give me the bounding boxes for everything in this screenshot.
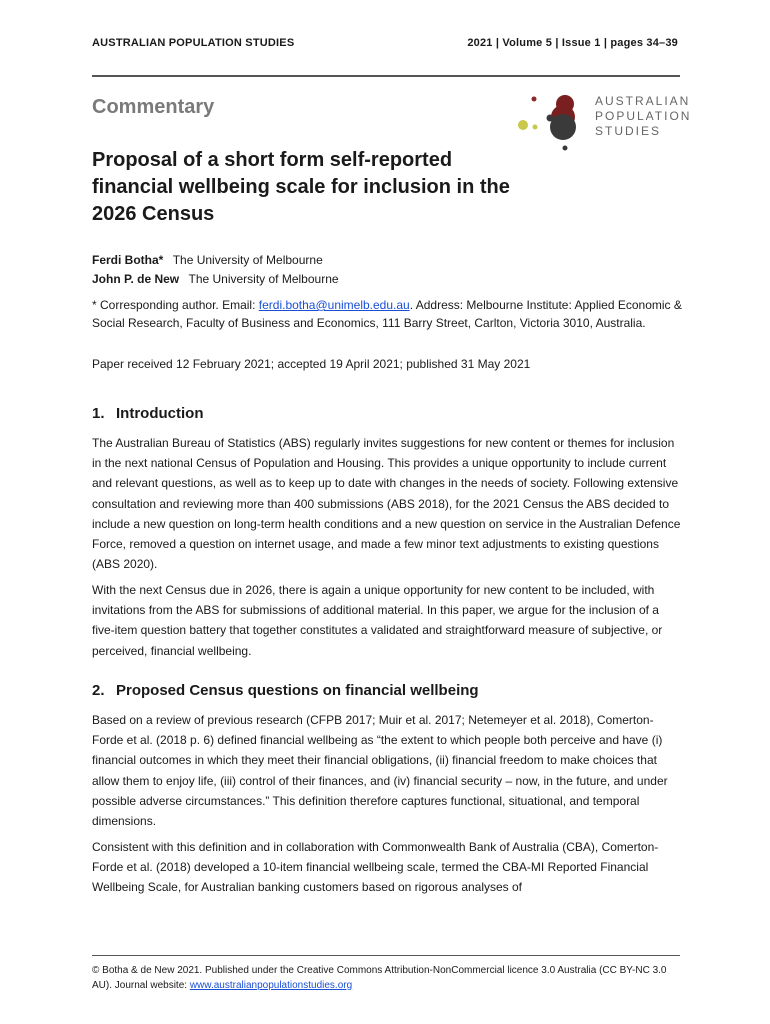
author-entry (92, 251, 339, 270)
section-heading-introduction: 1. Introduction (92, 405, 204, 422)
body-paragraph: With the next Census due in 2026, there is again a unique opportunity for new content to be included, with invitations from the ABS for submissions of additional material. In this paper, we argue for the inclusion of a five-item question battery that together constitutes a validated and straightforward measure of subjective, or perceived, financial wellbeing. (92, 583, 663, 658)
body-paragraph: Consistent with this definition and in collaboration with Commonwealth Bank of Australia (CBA), Comerton-Forde et al. (2018) developed a 10-item financial wellbeing scale, termed the CBA-MI Reported Financial Wellbeing Scale, for Australian banking customers based on rigorous analyses of (92, 840, 659, 895)
author-list (92, 251, 339, 289)
journal-website-link[interactable]: www.australianpopulationstudies.org (189, 980, 353, 991)
author-entry (92, 270, 339, 289)
footer-rule (92, 955, 680, 956)
author-affiliation: The University of Melbourne (188, 272, 339, 286)
publication-dates: Paper received 12 February 2021; accepted 19 April 2021; published 31 May 2021 (92, 357, 531, 371)
author-affiliation: The University of Melbourne (172, 253, 323, 267)
paper-title: Proposal of a short form self-reported financial wellbeing scale for inclusion in the 2026 Census (92, 149, 510, 225)
logo-bubbles-icon (514, 88, 594, 154)
running-head (92, 37, 678, 49)
author-email-link[interactable]: ferdi.botha@unimelb.edu.au (258, 298, 410, 312)
logo-wordmark: AUSTRALIAN POPULATION STUDIES (595, 94, 692, 138)
issue-info: 2021 | Volume 5 | Issue 1 | pages 34–39 (467, 37, 678, 49)
corresponding-author-note: * Corresponding author. Email: ferdi.botha@unimelb.edu.au. Address: Melbourne Institute: Applied Economic & Social Research, Faculty of Business and Economics, 111 Barry Street, Carlton, Victoria 3010, Australia. (92, 298, 682, 330)
journal-logo (514, 88, 692, 154)
header-rule (92, 75, 680, 77)
body-paragraph: Based on a review of previous research (CFPB 2017; Muir et al. 2017; Netemeyer et al. 2018), Comerton-Forde et al. (2018 p. 6) defined financial wellbeing as “the extent to which people both perceive and have (i) financial outcomes in which they meet their financial obligations, (ii) financial freedom to make choices that allow them to enjoy life, (iii) control of their finances, and (iv) financial security – now, in the future, and under possible adverse circumstances.” This definition therefore captures functional, situational, and temporal dimensions. (92, 713, 668, 829)
author-name: John P. de New (92, 272, 180, 286)
section-heading-proposed-questions: 2. Proposed Census questions on financial wellbeing (92, 682, 479, 699)
body-paragraph: The Australian Bureau of Statistics (ABS) regularly invites suggestions for new content or themes for inclusion in the next national Census of Population and Housing. This provides a unique opportunity to include current and relevant questions, as well as to keep up to date with changes in the needs of society. Following extensive consultation and reviewing more than 400 submissions (ABS 2018), for the 2021 Census the ABS decided to include a new question on long-term health conditions and a new question on service in the Australian Defence Force, removed a question on internet usage, and made a few minor text adjustments to existing questions (ABS 2020). (92, 436, 681, 572)
journal-name: AUSTRALIAN POPULATION STUDIES (92, 37, 295, 49)
article-type-label: Commentary (92, 96, 215, 118)
author-name: Ferdi Botha* (92, 253, 164, 267)
copyright-footer: © Botha & de New 2021. Published under the Creative Commons Attribution-NonCommercial licence 3.0 Australia (CC BY-NC 3.0 AU). Journal website: www.australianpopulationstudies.org (92, 965, 667, 991)
